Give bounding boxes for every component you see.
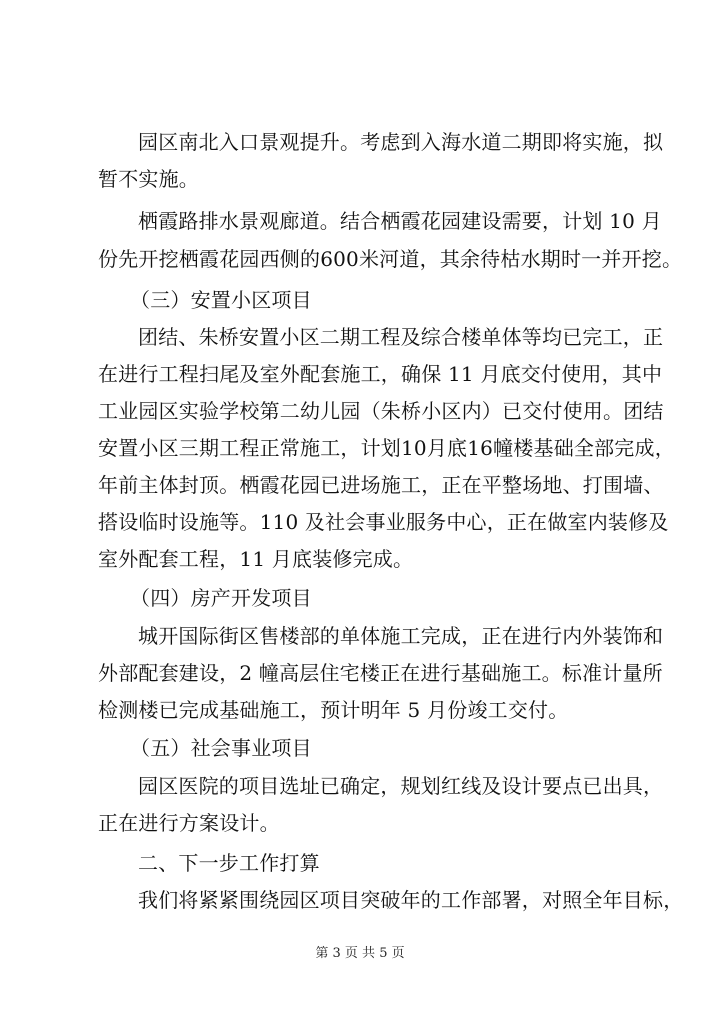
text-line: 安置小区三期工程正常施工，计划10月底16幢楼基础全部完成， — [98, 436, 675, 460]
text-line: 团结、朱桥安置小区二期工程及综合楼单体等均已完工，正 — [138, 325, 664, 349]
text-line: 份先开挖栖霞花园西侧的600米河道，其余待枯水期时一并开挖。 — [98, 247, 683, 271]
text-line: 年前主体封顶。栖霞花园已进场施工，正在平整场地、打围墙、 — [98, 473, 664, 497]
text-line: 搭设临时设施等。110 及社会事业服务中心，正在做室内装修及 — [98, 510, 669, 534]
page-number-footer: 第 3 页 共 5 页 — [315, 946, 405, 961]
section-heading: （五）社会事业项目 — [130, 736, 312, 760]
text-line: 外部配套建设，2 幢高层住宅楼正在进行基础施工。标准计量所 — [98, 661, 663, 685]
section-heading: （四）房产开发项目 — [130, 586, 312, 610]
section-heading: （三）安置小区项目 — [130, 288, 312, 312]
text-line: 检测楼已完成基础施工，预计明年 5 月份竣工交付。 — [98, 698, 569, 722]
text-line: 园区医院的项目选址已确定，规划红线及设计要点已出具， — [138, 774, 664, 798]
text-line: 暂不实施。 — [98, 167, 199, 191]
text-line: 正在进行方案设计。 — [98, 811, 280, 835]
section-heading: 二、下一步工作打算 — [138, 851, 320, 875]
text-line: 栖霞路排水景观廊道。结合栖霞花园建设需要，计划 10 月 — [138, 209, 662, 233]
text-line: 城开国际街区售楼部的单体施工完成，正在进行内外装饰和 — [138, 624, 664, 648]
text-line: 我们将紧紧围绕园区项目突破年的工作部署，对照全年目标， — [138, 888, 684, 912]
text-line: 在进行工程扫尾及室外配套施工，确保 11 月底交付使用，其中 — [98, 362, 663, 386]
text-line: 园区南北入口景观提升。考虑到入海水道二期即将实施，拟 — [138, 130, 664, 154]
text-line: 室外配套工程，11 月底装修完成。 — [98, 547, 414, 571]
text-line: 工业园区实验学校第二幼儿园（朱桥小区内）已交付使用。团结 — [98, 399, 664, 423]
